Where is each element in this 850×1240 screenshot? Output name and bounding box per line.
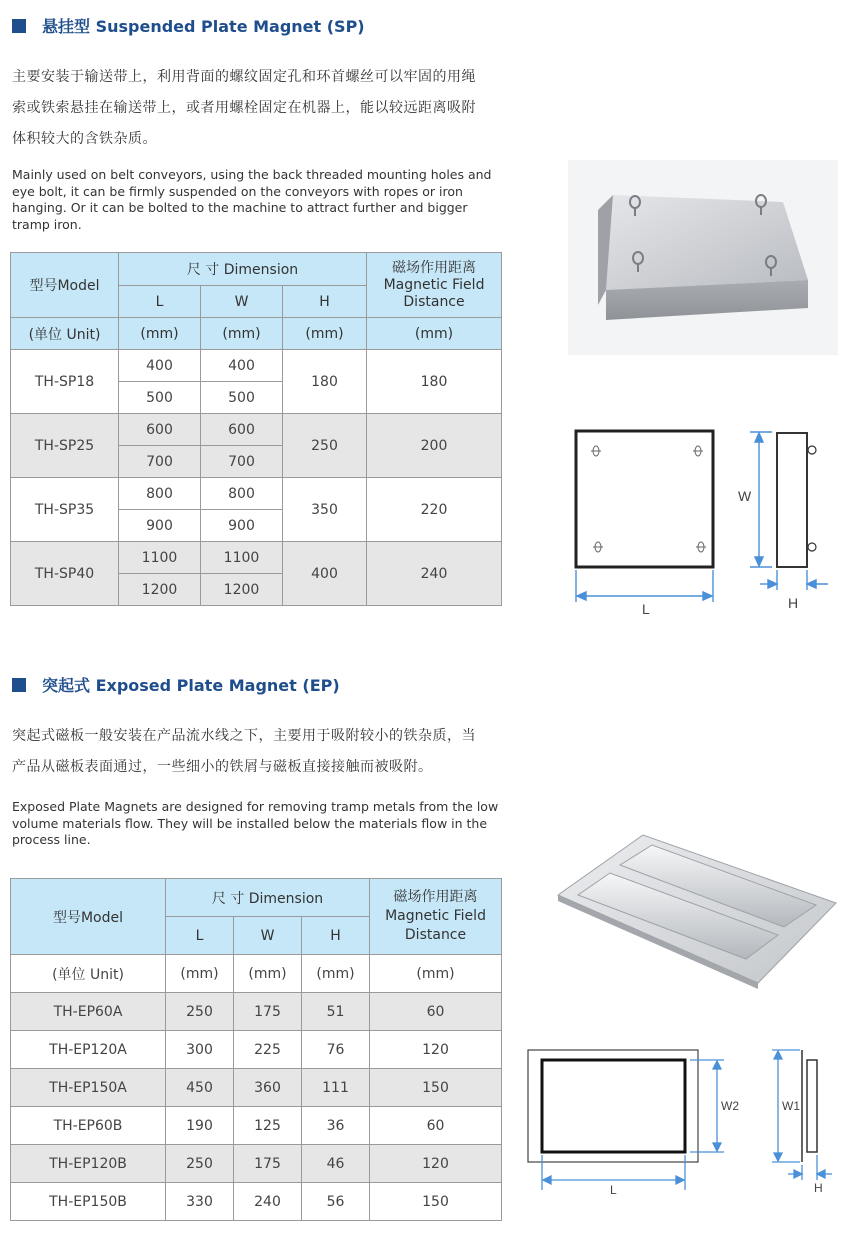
table-row	[11, 1183, 502, 1221]
width-header: W	[234, 917, 302, 955]
sp-cn-line: 索或铁索悬挂在输送带上，或者用螺栓固定在机器上，能以较远距离吸附	[12, 100, 476, 116]
sp-en-line: Mainly used on belt conveyors, using the back threaded mounting holes and	[12, 167, 492, 182]
value-cell: 500	[201, 382, 283, 414]
ep-cn-line: 突起式磁板一般安装在产品流水线之下，主要用于吸附较小的铁杂质，当	[12, 728, 476, 744]
sp-dimension-drawing	[560, 420, 840, 620]
dim-label-l: L	[610, 1183, 617, 1197]
value-cell: 150	[370, 1069, 502, 1107]
table-row	[11, 542, 502, 574]
model-cell: TH-SP18	[11, 350, 119, 414]
sp-spec-table	[10, 252, 502, 606]
ep-dimension-drawing	[520, 1040, 842, 1200]
sp-drawing-side	[777, 433, 807, 567]
value-cell: 400	[201, 350, 283, 382]
value-cell: 220	[367, 478, 502, 542]
width-header: W	[201, 286, 283, 318]
ep-drawing-magnet	[542, 1060, 685, 1152]
ep-drawing-side	[807, 1060, 817, 1152]
model-cell: TH-SP25	[11, 414, 119, 478]
ep-spec-table	[10, 878, 502, 1221]
sp-plate-top	[606, 195, 808, 290]
length-header: L	[119, 286, 201, 318]
value-cell: 51	[302, 993, 370, 1031]
distance-header-line: Magnetic Field	[385, 908, 486, 924]
sp-description-en	[12, 167, 512, 233]
model-cell: TH-EP60A	[11, 993, 166, 1031]
value-cell: 600	[201, 414, 283, 446]
model-cell: TH-EP150A	[11, 1069, 166, 1107]
value-cell: 400	[283, 542, 367, 606]
value-cell: 120	[370, 1031, 502, 1069]
table-row	[11, 1107, 502, 1145]
unit-cell: (mm)	[367, 318, 502, 350]
dim-label-w1: W1	[782, 1099, 800, 1113]
sp-en-line: tramp iron.	[12, 216, 82, 232]
value-cell: 180	[283, 350, 367, 414]
value-cell: 360	[234, 1069, 302, 1107]
distance-header-line: Distance	[404, 927, 467, 943]
value-cell: 240	[367, 542, 502, 606]
length-header: L	[166, 917, 234, 955]
value-cell: 120	[370, 1145, 502, 1183]
value-cell: 180	[367, 350, 502, 414]
distance-header	[370, 879, 502, 955]
distance-header-line: 磁场作用距离	[392, 259, 477, 276]
value-cell: 150	[370, 1183, 502, 1221]
distance-header-line: Magnetic Field	[383, 276, 485, 293]
value-cell: 800	[201, 478, 283, 510]
model-header: 型号Model	[11, 879, 166, 955]
ep-en-line: Exposed Plate Magnets are designed for removing tramp metals from the low	[12, 799, 499, 814]
sp-product-photo	[568, 160, 838, 355]
dimension-lines	[576, 432, 828, 602]
value-cell: 36	[302, 1107, 370, 1145]
value-cell: 1200	[119, 574, 201, 606]
model-cell: TH-SP40	[11, 542, 119, 606]
ep-description-cn	[12, 721, 512, 783]
section-title-sp-text: 悬挂型 Suspended Plate Magnet (SP)	[42, 17, 365, 36]
value-cell: 700	[201, 446, 283, 478]
unit-label: (单位 Unit)	[11, 955, 166, 993]
unit-cell: (mm)	[119, 318, 201, 350]
sp-description-cn	[12, 62, 512, 155]
value-cell: 1200	[201, 574, 283, 606]
dimension-header: 尺 寸 Dimension	[119, 253, 367, 286]
value-cell: 330	[166, 1183, 234, 1221]
model-header: 型号Model	[11, 253, 119, 318]
value-cell: 111	[302, 1069, 370, 1107]
sp-cn-line: 主要安装于输送带上，利用背面的螺纹固定孔和环首螺丝可以牢固的用绳	[12, 69, 476, 85]
model-cell: TH-SP35	[11, 478, 119, 542]
section-title-sp	[12, 14, 365, 37]
dimension-header: 尺 寸 Dimension	[166, 879, 370, 917]
value-cell: 56	[302, 1183, 370, 1221]
unit-cell: (mm)	[302, 955, 370, 993]
dim-label-l: L	[642, 601, 650, 617]
value-cell: 1100	[119, 542, 201, 574]
table-row	[11, 1069, 502, 1107]
height-header: H	[283, 286, 367, 318]
model-cell: TH-EP120B	[11, 1145, 166, 1183]
value-cell: 125	[234, 1107, 302, 1145]
value-cell: 175	[234, 993, 302, 1031]
value-cell: 250	[283, 414, 367, 478]
ep-description-en	[12, 799, 512, 849]
ep-en-line: volume materials flow. They will be installed below the materials flow in the	[12, 815, 488, 831]
distance-header-line: Distance	[403, 293, 465, 310]
table-row	[11, 478, 502, 510]
model-cell: TH-EP60B	[11, 1107, 166, 1145]
section-title-ep	[12, 673, 340, 696]
ep-drawing-base	[528, 1050, 698, 1162]
value-cell: 240	[234, 1183, 302, 1221]
table-row	[11, 1031, 502, 1069]
distance-header-line: 磁场作用距离	[393, 889, 478, 905]
ep-en-line: process line.	[12, 832, 91, 847]
sp-en-line: hanging. Or it can be bolted to the machine to attract further and bigger	[12, 200, 468, 215]
model-cell: TH-EP120A	[11, 1031, 166, 1069]
sp-en-line: eye bolt, it can be firmly suspended on the conveyors with ropes or iron	[12, 183, 463, 199]
value-cell: 200	[367, 414, 502, 478]
value-cell: 1100	[201, 542, 283, 574]
value-cell: 600	[119, 414, 201, 446]
value-cell: 250	[166, 993, 234, 1031]
table-row	[11, 993, 502, 1031]
mounting-hole-icon	[591, 446, 706, 552]
unit-label: (单位 Unit)	[11, 318, 119, 350]
distance-header	[367, 253, 502, 318]
value-cell: 60	[370, 1107, 502, 1145]
value-cell: 800	[119, 478, 201, 510]
unit-cell: (mm)	[234, 955, 302, 993]
model-cell: TH-EP150B	[11, 1183, 166, 1221]
unit-cell: (mm)	[166, 955, 234, 993]
value-cell: 700	[119, 446, 201, 478]
ep-product-photo	[548, 825, 843, 990]
value-cell: 400	[119, 350, 201, 382]
sp-cn-line: 体积较大的含铁杂质。	[12, 131, 157, 147]
height-header: H	[302, 917, 370, 955]
unit-cell: (mm)	[370, 955, 502, 993]
dim-label-w: W	[738, 488, 752, 504]
value-cell: 46	[302, 1145, 370, 1183]
table-row	[11, 1145, 502, 1183]
unit-cell: (mm)	[201, 318, 283, 350]
value-cell: 175	[234, 1145, 302, 1183]
value-cell: 450	[166, 1069, 234, 1107]
value-cell: 250	[166, 1145, 234, 1183]
value-cell: 225	[234, 1031, 302, 1069]
section-marker-icon	[12, 19, 26, 33]
section-title-ep-text: 突起式 Exposed Plate Magnet (EP)	[42, 676, 340, 695]
table-row	[11, 414, 502, 446]
value-cell: 60	[370, 993, 502, 1031]
value-cell: 300	[166, 1031, 234, 1069]
dimension-lines	[542, 1050, 832, 1190]
value-cell: 500	[119, 382, 201, 414]
dim-label-h: H	[814, 1181, 823, 1195]
table-row	[11, 350, 502, 382]
dim-label-h: H	[788, 595, 799, 611]
unit-cell: (mm)	[283, 318, 367, 350]
value-cell: 900	[201, 510, 283, 542]
value-cell: 350	[283, 478, 367, 542]
value-cell: 190	[166, 1107, 234, 1145]
dim-label-w2: W2	[721, 1099, 739, 1113]
section-marker-icon	[12, 678, 26, 692]
ep-cn-line: 产品从磁板表面通过，一些细小的铁屑与磁板直接接触而被吸附。	[12, 759, 433, 775]
value-cell: 900	[119, 510, 201, 542]
value-cell: 76	[302, 1031, 370, 1069]
